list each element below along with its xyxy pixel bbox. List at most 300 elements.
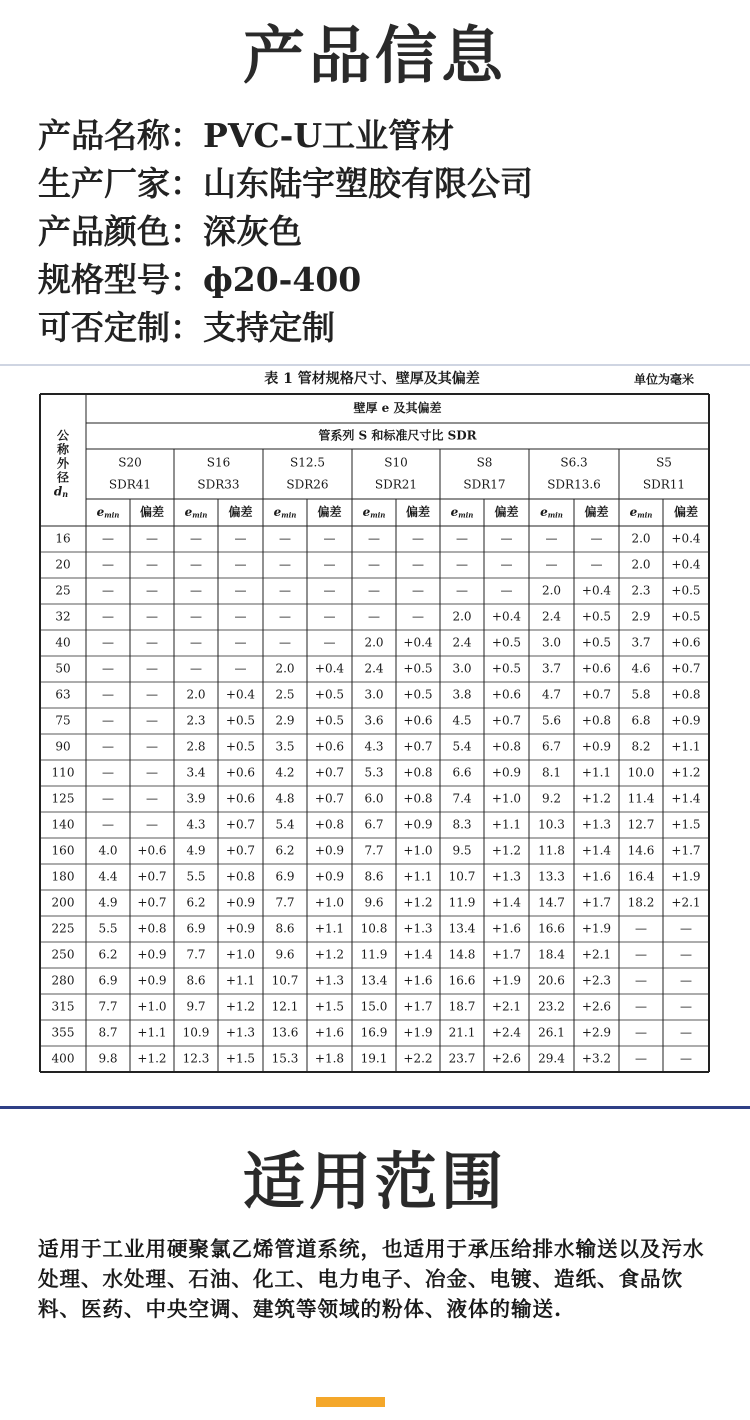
table-cell: 2.3: [186, 713, 206, 728]
accent-bar: [316, 1397, 385, 1407]
table-cell: +1.1: [225, 973, 256, 988]
table-cell: —: [102, 817, 114, 832]
table-cell: +1.7: [491, 947, 522, 962]
table-cell: +0.8: [403, 765, 433, 780]
table-cell: 11.4: [627, 791, 655, 806]
table-cell: —: [190, 531, 202, 546]
table-cell: +0.5: [671, 609, 701, 624]
section-title-product-info: 产品信息: [242, 19, 507, 92]
table-cell: +1.6: [403, 973, 433, 988]
table-cell: —: [500, 557, 513, 572]
table-cell: —: [680, 947, 692, 962]
table-cell: +1.3: [225, 1025, 256, 1040]
table-cell: —: [102, 713, 114, 728]
table-cell: —: [146, 583, 158, 598]
table-cell: +1.2: [314, 947, 345, 962]
table-cell: 16.9: [360, 1025, 388, 1040]
table-cell: 4.5: [452, 713, 472, 728]
info-value: 山东陆宇塑胶有限公司: [203, 164, 533, 203]
table-cell: 18.2: [627, 895, 655, 910]
table-cell: +1.2: [137, 1051, 167, 1066]
table-cell: —: [323, 531, 336, 546]
row-dn: 200: [51, 895, 75, 910]
table-cell: +0.5: [491, 635, 522, 650]
table-cell: —: [146, 609, 158, 624]
emin-subscript: min: [458, 510, 474, 520]
table-cell: —: [323, 557, 336, 572]
table-cell: 2.0: [631, 557, 651, 572]
table-cell: +0.4: [671, 531, 701, 546]
table-cell: +2.6: [581, 999, 612, 1014]
table-cell: +1.3: [403, 921, 433, 936]
table-cell: —: [190, 635, 202, 650]
series-sdr-label: SDR11: [642, 477, 686, 492]
table-cell: —: [279, 609, 291, 624]
table-cell: 2.0: [541, 583, 562, 598]
table-cell: 23.2: [538, 999, 565, 1014]
row-header-char: 公: [56, 428, 70, 443]
table-cell: —: [680, 999, 692, 1014]
table-cell: 10.8: [360, 921, 388, 936]
table-cell: —: [234, 609, 247, 624]
table-cell: 9.6: [275, 947, 295, 962]
table-cell: +0.6: [225, 765, 256, 780]
table-cell: 8.6: [364, 869, 384, 884]
table-cell: —: [500, 531, 513, 546]
table-cell: 29.4: [538, 1051, 565, 1066]
series-sdr-label: SDR33: [197, 477, 240, 492]
table-cell: +0.7: [314, 791, 345, 806]
product-info-list: [38, 112, 738, 352]
table-cell: —: [680, 921, 692, 936]
table-cell: +0.8: [314, 817, 345, 832]
table-cell: +0.4: [225, 687, 256, 702]
series-s-label: S5: [656, 455, 672, 470]
table-cell: +0.4: [403, 635, 433, 650]
row-dn: 315: [51, 999, 75, 1014]
table-cell: 8.2: [631, 739, 651, 754]
table-cell: —: [234, 583, 247, 598]
table-cell: 13.4: [360, 973, 388, 988]
table-cell: +0.7: [225, 843, 256, 858]
info-value: ф20-400: [203, 260, 362, 299]
info-label: 规格型号：: [38, 260, 203, 299]
table-cell: +0.9: [491, 765, 522, 780]
table-cell: +0.8: [225, 869, 256, 884]
row-dn: 75: [55, 713, 71, 728]
tolerance-header: 偏差: [673, 505, 699, 519]
table-cell: +1.7: [671, 843, 701, 858]
table-cell: +2.2: [403, 1051, 433, 1066]
table-cell: +0.6: [225, 791, 256, 806]
table-cell: 7.7: [275, 895, 295, 910]
table-cell: +0.4: [491, 609, 522, 624]
table-cell: 2.4: [364, 661, 384, 676]
table-cell: 16.6: [448, 973, 476, 988]
table-cell: +2.1: [581, 947, 612, 962]
table-cell: 3.5: [275, 739, 295, 754]
table-cell: —: [190, 609, 202, 624]
table-cell: —: [279, 583, 291, 598]
table-cell: +1.6: [491, 921, 522, 936]
table-cell: —: [500, 583, 513, 598]
table-cell: +0.5: [403, 687, 433, 702]
table-cell: 3.7: [631, 635, 651, 650]
table-cell: —: [146, 713, 158, 728]
tolerance-header: 偏差: [317, 505, 342, 519]
table-cell: 10.3: [538, 817, 565, 832]
table-cell: +1.9: [491, 973, 522, 988]
table-cell: 3.0: [541, 635, 562, 650]
table-cell: 14.6: [627, 843, 655, 858]
table-cell: +0.9: [137, 973, 167, 988]
info-value: PVC-U工业管材: [203, 116, 455, 155]
info-row-manufacturer: [38, 160, 738, 208]
emin-subscript: min: [547, 510, 563, 520]
table-cell: —: [102, 687, 114, 702]
table-cell: +1.2: [491, 843, 522, 858]
table-cell: 9.6: [364, 895, 384, 910]
series-sdr-label: SDR26: [286, 477, 329, 492]
table-cell: 10.7: [271, 973, 299, 988]
table-cell: 5.5: [98, 921, 118, 936]
table-cell: 4.9: [186, 843, 206, 858]
table-cell: —: [102, 557, 114, 572]
emin-subscript: min: [281, 510, 297, 520]
table-cell: +0.8: [581, 713, 612, 728]
table-cell: 9.5: [452, 843, 472, 858]
emin-header: $e_{min}$: [450, 505, 474, 520]
table-cell: 5.3: [364, 765, 384, 780]
table-cell: +0.7: [137, 895, 167, 910]
table-cell: —: [590, 531, 603, 546]
table-cell: 20.6: [538, 973, 565, 988]
table-cell: 4.9: [98, 895, 118, 910]
info-label: 生产厂家：: [38, 164, 203, 203]
row-dn: 140: [51, 817, 75, 832]
table-cell: +0.8: [403, 791, 433, 806]
table-cell: —: [146, 687, 158, 702]
table-cell: +1.0: [225, 947, 256, 962]
table-cell: —: [146, 765, 158, 780]
table-cell: 3.0: [452, 661, 472, 676]
table-cell: 13.4: [448, 921, 476, 936]
table-cell: —: [279, 531, 291, 546]
table-cell: —: [102, 531, 114, 546]
row-dn: 225: [51, 921, 75, 936]
info-value: 深灰色: [203, 212, 302, 251]
table-cell: 6.9: [275, 869, 295, 884]
table-cell: —: [635, 1025, 647, 1040]
table-cell: —: [279, 635, 291, 650]
table-cell: +1.2: [671, 765, 701, 780]
table-cell: +0.5: [403, 661, 433, 676]
table-cell: 2.0: [364, 635, 384, 650]
table-cell: —: [102, 765, 114, 780]
table-cell: 14.7: [538, 895, 565, 910]
table-cell: —: [146, 531, 158, 546]
table-cell: 9.8: [98, 1051, 118, 1066]
table-cell: —: [102, 661, 114, 676]
table-cell: 18.4: [538, 947, 565, 962]
table-cell: 12.7: [627, 817, 655, 832]
row-header-char: 外: [56, 456, 70, 471]
table-cell: +0.7: [137, 869, 167, 884]
table-cell: +1.7: [403, 999, 433, 1014]
series-sdr-label: SDR21: [374, 477, 418, 492]
table-cell: 6.9: [98, 973, 118, 988]
table-cell: +0.7: [491, 713, 522, 728]
table-cell: +0.7: [403, 739, 433, 754]
table-cell: +3.2: [581, 1051, 612, 1066]
table-cell: +0.6: [137, 843, 167, 858]
table-cell: 16.6: [538, 921, 565, 936]
table-cell: +1.5: [225, 1051, 256, 1066]
table-cell: 26.1: [538, 1025, 565, 1040]
table-cell: 11.9: [360, 947, 388, 962]
table-cell: —: [412, 609, 424, 624]
table-cell: 2.3: [631, 583, 651, 598]
row-dn: 110: [51, 765, 75, 780]
table-cell: 3.7: [541, 661, 562, 676]
table-cell: 4.7: [541, 687, 562, 702]
table-cell: +0.9: [314, 843, 345, 858]
table-cell: 2.0: [186, 687, 206, 702]
table-cell: +0.9: [403, 817, 433, 832]
row-header-char: 称: [56, 442, 70, 457]
table-cell: 6.2: [186, 895, 206, 910]
table-cell: —: [323, 583, 336, 598]
table-cell: 2.0: [631, 531, 651, 546]
table-cell: —: [680, 973, 692, 988]
table-cell: 3.0: [364, 687, 384, 702]
table-cell: +0.6: [314, 739, 345, 754]
table-cell: +2.9: [581, 1025, 612, 1040]
table-cell: 2.5: [275, 687, 295, 702]
table-cell: —: [190, 557, 202, 572]
table-cell: +0.5: [491, 661, 522, 676]
wall-header: 壁厚 e 及其偏差: [353, 401, 442, 415]
info-row-spec: [38, 256, 738, 304]
table-cell: 18.7: [448, 999, 476, 1014]
row-dn: 32: [55, 609, 71, 624]
table-cell: +1.6: [581, 869, 612, 884]
table-cell: 4.6: [631, 661, 651, 676]
table-cell: +2.4: [491, 1025, 522, 1040]
table-cell: 7.7: [364, 843, 384, 858]
table-cell: +1.5: [314, 999, 345, 1014]
row-dn: 355: [51, 1025, 75, 1040]
table-cell: +1.4: [491, 895, 522, 910]
table-cell: 5.4: [452, 739, 472, 754]
table-cell: +1.2: [581, 791, 612, 806]
row-header-subscript: n: [62, 489, 69, 499]
table-cell: +0.9: [581, 739, 612, 754]
table-cell: 8.1: [541, 765, 562, 780]
table-cell: 4.4: [98, 869, 118, 884]
table-cell: 8.6: [275, 921, 295, 936]
table-cell: +1.9: [581, 921, 612, 936]
table-cell: 11.9: [448, 895, 476, 910]
series-header: 管系列 S 和标准尺寸比 SDR: [318, 428, 477, 443]
tolerance-header: 偏差: [584, 505, 609, 519]
row-header-symbol: $d_n$: [53, 484, 69, 499]
table-cell: 7.7: [186, 947, 206, 962]
table-cell: 3.4: [186, 765, 206, 780]
scope-description: 适用于工业用硬聚氯乙烯管道系统，也适用于承压给排水输送以及污水处理、水处理、石油、化工、电力电子、冶金、电镀、造纸、食品饮料、医药、中央空调、建筑等领域的粉体、液体的输送.: [38, 1237, 705, 1321]
table-cell: —: [279, 557, 291, 572]
table-cell: +1.4: [403, 947, 433, 962]
table-cell: +1.9: [671, 869, 701, 884]
table-cell: 5.4: [275, 817, 295, 832]
row-dn: 16: [55, 531, 71, 546]
table-cell: +0.6: [403, 713, 433, 728]
table-cell: —: [456, 531, 468, 546]
row-dn: 250: [51, 947, 75, 962]
table-cell: +2.1: [671, 895, 701, 910]
table-cell: 6.8: [631, 713, 651, 728]
table-cell: +0.6: [491, 687, 522, 702]
table-cell: —: [102, 609, 114, 624]
table-cell: +1.1: [137, 1025, 167, 1040]
table-cell: 10.7: [448, 869, 476, 884]
table-cell: —: [368, 583, 380, 598]
table-cell: —: [368, 609, 380, 624]
table-cell: +1.2: [403, 895, 433, 910]
table-cell: 11.8: [538, 843, 565, 858]
emin-subscript: min: [637, 510, 653, 520]
table-cell: +0.9: [671, 713, 701, 728]
table-cell: 19.1: [360, 1051, 388, 1066]
table-cell: +0.8: [671, 687, 701, 702]
table-cell: —: [234, 557, 247, 572]
table-cell: +2.1: [491, 999, 522, 1014]
table-cell: +1.2: [225, 999, 256, 1014]
table-cell: 4.2: [275, 765, 295, 780]
table-cell: —: [680, 1051, 692, 1066]
table-cell: +1.1: [314, 921, 345, 936]
row-dn: 280: [51, 973, 75, 988]
table-cell: —: [368, 557, 380, 572]
table-cell: +0.8: [491, 739, 522, 754]
table-cell: +1.5: [671, 817, 701, 832]
series-sdr-label: SDR41: [108, 477, 152, 492]
section-divider: [0, 1106, 750, 1109]
table-cell: 7.4: [452, 791, 472, 806]
table-cell: —: [635, 973, 647, 988]
table-cell: +0.5: [581, 635, 612, 650]
table-cell: 8.6: [186, 973, 206, 988]
info-value: 支持定制: [203, 308, 335, 347]
series-s-label: S10: [384, 455, 408, 470]
emin-subscript: min: [104, 510, 120, 520]
table-cell: —: [590, 557, 603, 572]
table-cell: —: [146, 817, 158, 832]
table-cell: +2.3: [581, 973, 612, 988]
table-cell: 2.9: [275, 713, 295, 728]
table-cell: 3.9: [186, 791, 206, 806]
table-cell: —: [234, 635, 247, 650]
table-cell: +1.3: [314, 973, 345, 988]
table-cell: 2.4: [541, 609, 562, 624]
table-cell: —: [102, 739, 114, 754]
table-cell: +0.5: [225, 713, 256, 728]
table-cell: 2.4: [452, 635, 472, 650]
table-cell: 14.8: [448, 947, 476, 962]
table-cell: —: [146, 791, 158, 806]
table-cell: —: [456, 583, 468, 598]
emin-header: $e_{min}$: [273, 505, 297, 520]
table-caption: 表 1 管材规格尺寸、壁厚及其偏差: [264, 371, 480, 387]
tolerance-header: 偏差: [405, 505, 431, 519]
table-cell: 2.9: [631, 609, 651, 624]
table-cell: 21.1: [448, 1025, 476, 1040]
table-cell: 15.0: [360, 999, 388, 1014]
table-cell: +1.9: [403, 1025, 433, 1040]
table-cell: +0.7: [225, 817, 256, 832]
table-cell: +0.5: [581, 609, 612, 624]
row-dn: 20: [55, 557, 71, 572]
series-sdr-label: SDR17: [463, 477, 506, 492]
table-cell: +0.4: [581, 583, 612, 598]
table-cell: +1.1: [403, 869, 433, 884]
tolerance-header: 偏差: [139, 505, 165, 519]
table-cell: +0.5: [225, 739, 256, 754]
table-cell: +0.7: [581, 687, 612, 702]
table-cell: —: [102, 635, 114, 650]
tolerance-header: 偏差: [494, 505, 519, 519]
emin-header: $e_{min}$: [540, 505, 563, 520]
info-row-name: [38, 112, 738, 160]
info-label: 产品颜色：: [38, 212, 203, 251]
table-cell: 12.1: [271, 999, 299, 1014]
series-s-label: S6.3: [560, 455, 588, 470]
table-cell: 5.6: [541, 713, 562, 728]
table-cell: —: [412, 557, 424, 572]
table-cell: +1.3: [491, 869, 522, 884]
table-cell: 6.7: [364, 817, 384, 832]
row-dn: 125: [51, 791, 75, 806]
table-cell: —: [545, 557, 558, 572]
table-cell: —: [190, 661, 202, 676]
series-s-label: S8: [476, 455, 493, 470]
table-cell: +1.7: [581, 895, 612, 910]
table-cell: 6.2: [275, 843, 295, 858]
table-cell: —: [234, 661, 247, 676]
row-dn: 180: [51, 869, 75, 884]
row-dn: 400: [51, 1051, 75, 1066]
series-sdr-label: SDR13.6: [547, 477, 601, 492]
table-cell: 4.8: [275, 791, 295, 806]
table-cell: —: [102, 583, 114, 598]
table-cell: —: [323, 635, 336, 650]
table-cell: —: [146, 557, 158, 572]
row-dn: 90: [55, 739, 71, 754]
emin-header: $e_{min}$: [96, 505, 120, 520]
row-header-char: 径: [56, 470, 70, 485]
table-cell: 10.0: [627, 765, 655, 780]
table-cell: +0.8: [137, 921, 167, 936]
table-cell: —: [680, 1025, 692, 1040]
table-cell: —: [545, 531, 558, 546]
emin-header: $e_{min}$: [362, 505, 386, 520]
table-cell: 9.2: [541, 791, 562, 806]
table-cell: +1.1: [581, 765, 612, 780]
table-cell: +0.7: [671, 661, 701, 676]
emin-subscript: min: [192, 510, 208, 520]
table-cell: 6.7: [541, 739, 562, 754]
table-cell: 2.0: [275, 661, 295, 676]
